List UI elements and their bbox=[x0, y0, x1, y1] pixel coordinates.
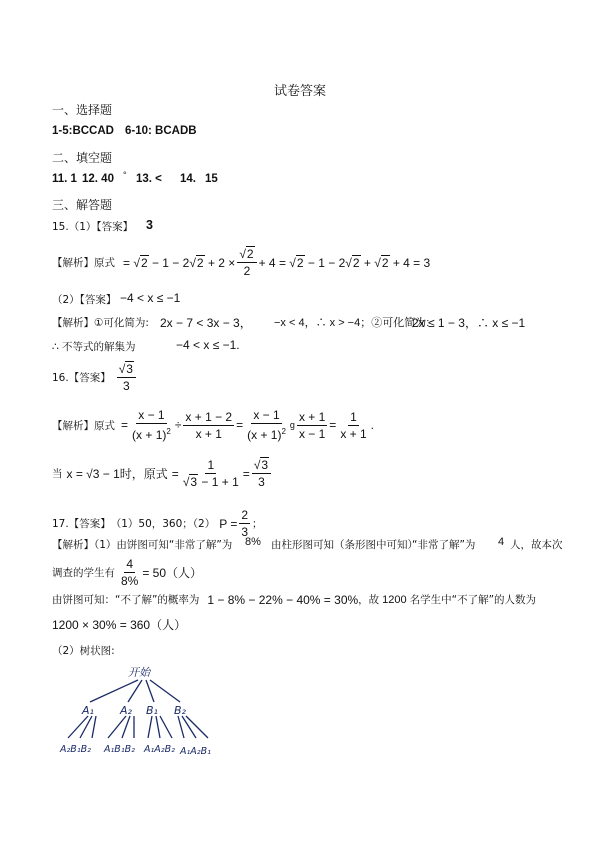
q15-analysis2-a: 【解析】①可化简为: bbox=[52, 317, 149, 329]
q17-analysis-c: “非常了解”为 bbox=[412, 539, 476, 551]
section-heading-solve: 三、解答题 bbox=[52, 198, 113, 212]
q17-tree-label: （2）树状图: bbox=[52, 645, 115, 657]
q15-analysis2-b: 2x − 7 < 3x − 3， bbox=[160, 316, 252, 330]
q15-conclusion-b: −4 < x ≤ −1. bbox=[176, 338, 240, 352]
q17-pie-expr: 1 − 8% − 22% − 40% = 30% bbox=[207, 592, 359, 607]
q16-analysis-line: 【解析】原式 = $\frac{x - 1}{(x + 1)^2}$ ÷ $\frac{x + 1 - 2}{x + 1}$ = $\frac{x - 1}{(x + 1)^2}$ g $\frac{x + 1}{x - 1}$ = $\frac{1}{x + 1}$ . bbox=[52, 408, 375, 442]
q17-answer-text: （1）50，360；（2） bbox=[110, 518, 216, 530]
q17-pie-1200: 1200 bbox=[382, 593, 407, 606]
q15-expr-part1: = √2 − 1 − 2√2 + 2 × bbox=[123, 255, 236, 270]
q17-pct8: 8% bbox=[245, 536, 261, 548]
q15-answer-2: −4 < x ≤ −1 bbox=[120, 291, 181, 305]
q16-frac-6: $\frac{1}{√3 - 1 + 1}$ bbox=[182, 458, 239, 489]
tree-node-l1-0: A₁ bbox=[82, 704, 94, 717]
q17-pie-line bbox=[52, 592, 536, 607]
q16-when-expr: x = √3 − 1时，原式 bbox=[66, 467, 168, 481]
q15-part2-label: （2）【答案】 bbox=[52, 294, 117, 306]
choice-answers-6-10: 6-10: BCADB bbox=[125, 125, 197, 137]
q15-analysis2-d: 2x ≤ 1 − 3，∴ x ≤ −1 bbox=[412, 316, 526, 330]
q17-survey-fraction: $\frac{4}{8\%}$ bbox=[121, 557, 139, 588]
choice-answers-1-5: 1-5:BCCAD bbox=[52, 125, 114, 137]
q17-survey-a: 调查的学生有 bbox=[52, 567, 115, 579]
q17-answer-label: 17.【答案】 bbox=[52, 518, 111, 530]
fill-answer-15: 15 bbox=[205, 173, 218, 185]
q16-answer-fraction: $\frac{√3}{3}$ bbox=[117, 362, 136, 393]
q16-frac-1: $\frac{x - 1}{(x + 1)^2}$ bbox=[132, 408, 171, 442]
tree-node-l2-2: A₁A₂B₂ bbox=[144, 744, 175, 755]
q17-p-fraction: $\frac{2}{3}$ bbox=[241, 508, 249, 539]
q16-frac-4: $\frac{x + 1}{x - 1}$ bbox=[298, 409, 326, 441]
q17-survey-line bbox=[52, 557, 202, 588]
q15-conclusion-a: ∴ 不等式的解集为 bbox=[52, 341, 136, 353]
tree-node-l1-3: B₂ bbox=[174, 704, 186, 717]
q16-when: 当 bbox=[52, 468, 63, 480]
q17-answer-line: 17.【答案】 （1）50，360；（2） P = $\frac{2}{3}$ ； bbox=[52, 508, 263, 539]
q16-answer-line bbox=[52, 362, 138, 393]
q17-pie-c: 名学生中“不了解”的人数为 bbox=[409, 594, 537, 606]
q15-expr-part2: + 4 = √2 − 1 − 2√2 + √2 + 4 = 3 bbox=[258, 255, 431, 270]
q17-pie-b: ，故 bbox=[358, 594, 380, 606]
tree-root: 开始 bbox=[128, 666, 150, 679]
tree-node-l1-2: B₁ bbox=[146, 704, 158, 717]
fill-answer-12: 12. 40 bbox=[82, 173, 114, 185]
q17-calc: 1200 × 30% = 360（人） bbox=[52, 618, 187, 632]
q17-pie-a: 由饼图可知：“不了解”的概率为 bbox=[52, 594, 200, 606]
q16-frac-3: $\frac{x - 1}{(x + 1)^2}$ bbox=[247, 408, 286, 442]
tree-node-l2-0: A₂B₁B₂ bbox=[60, 744, 91, 755]
q15-analysis-label: 【解析】原式 bbox=[52, 257, 115, 269]
section-heading-fill: 二、填空题 bbox=[52, 151, 113, 165]
q16-frac-2: $\frac{x + 1 - 2}{x + 1}$ bbox=[185, 409, 233, 441]
q17-analysis-a: 【解析】（1）由饼图可知“非常了解”为 bbox=[52, 539, 233, 551]
fill-answer-13: 13. < bbox=[136, 173, 162, 185]
degree-sign: ° bbox=[123, 170, 127, 180]
fill-answer-11: 11. 1 bbox=[52, 173, 77, 185]
page-title: 试卷答案 bbox=[274, 84, 327, 99]
q15-analysis2-c: −x < 4，∴ x > −4；②可化简为: bbox=[274, 317, 430, 329]
q16-answer-label: 16.【答案】 bbox=[52, 372, 111, 384]
q16-frac-7: $\frac{√3}{3}$ bbox=[252, 458, 271, 489]
q15-answer-label: 15.（1）【答案】 bbox=[52, 221, 134, 233]
q15-fraction: $\frac{√2}{2}$ bbox=[237, 247, 256, 278]
q17-four: 4 bbox=[498, 536, 505, 548]
tree-node-l2-1: A₁B₁B₂ bbox=[104, 744, 135, 755]
q15-answer-1: 3 bbox=[146, 218, 153, 232]
q16-substitution-line: 当 x = √3 − 1时，原式 = $\frac{1}{√3 - 1 + 1}$ = $\frac{√3}{3}$ bbox=[52, 458, 273, 489]
q16-analysis-label: 【解析】原式 bbox=[52, 419, 115, 432]
q17-p-label: P = bbox=[219, 516, 238, 531]
q17-analysis-d: 人，故本次 bbox=[510, 539, 563, 551]
q17-survey-b: = 50（人） bbox=[142, 566, 203, 580]
fill-answer-14: 14. bbox=[180, 173, 196, 185]
tree-node-l2-3: A₁A₂B₁ bbox=[180, 746, 211, 757]
section-heading-choice: 一、选择题 bbox=[52, 103, 113, 117]
tree-node-l1-1: A₂ bbox=[120, 704, 132, 717]
tree-diagram bbox=[50, 660, 240, 770]
q15-analysis-line bbox=[52, 247, 430, 278]
q17-analysis-b: 由柱形图可知（条形图中可知） bbox=[271, 539, 418, 551]
q16-frac-5: $\frac{1}{x + 1}$ bbox=[340, 409, 367, 441]
